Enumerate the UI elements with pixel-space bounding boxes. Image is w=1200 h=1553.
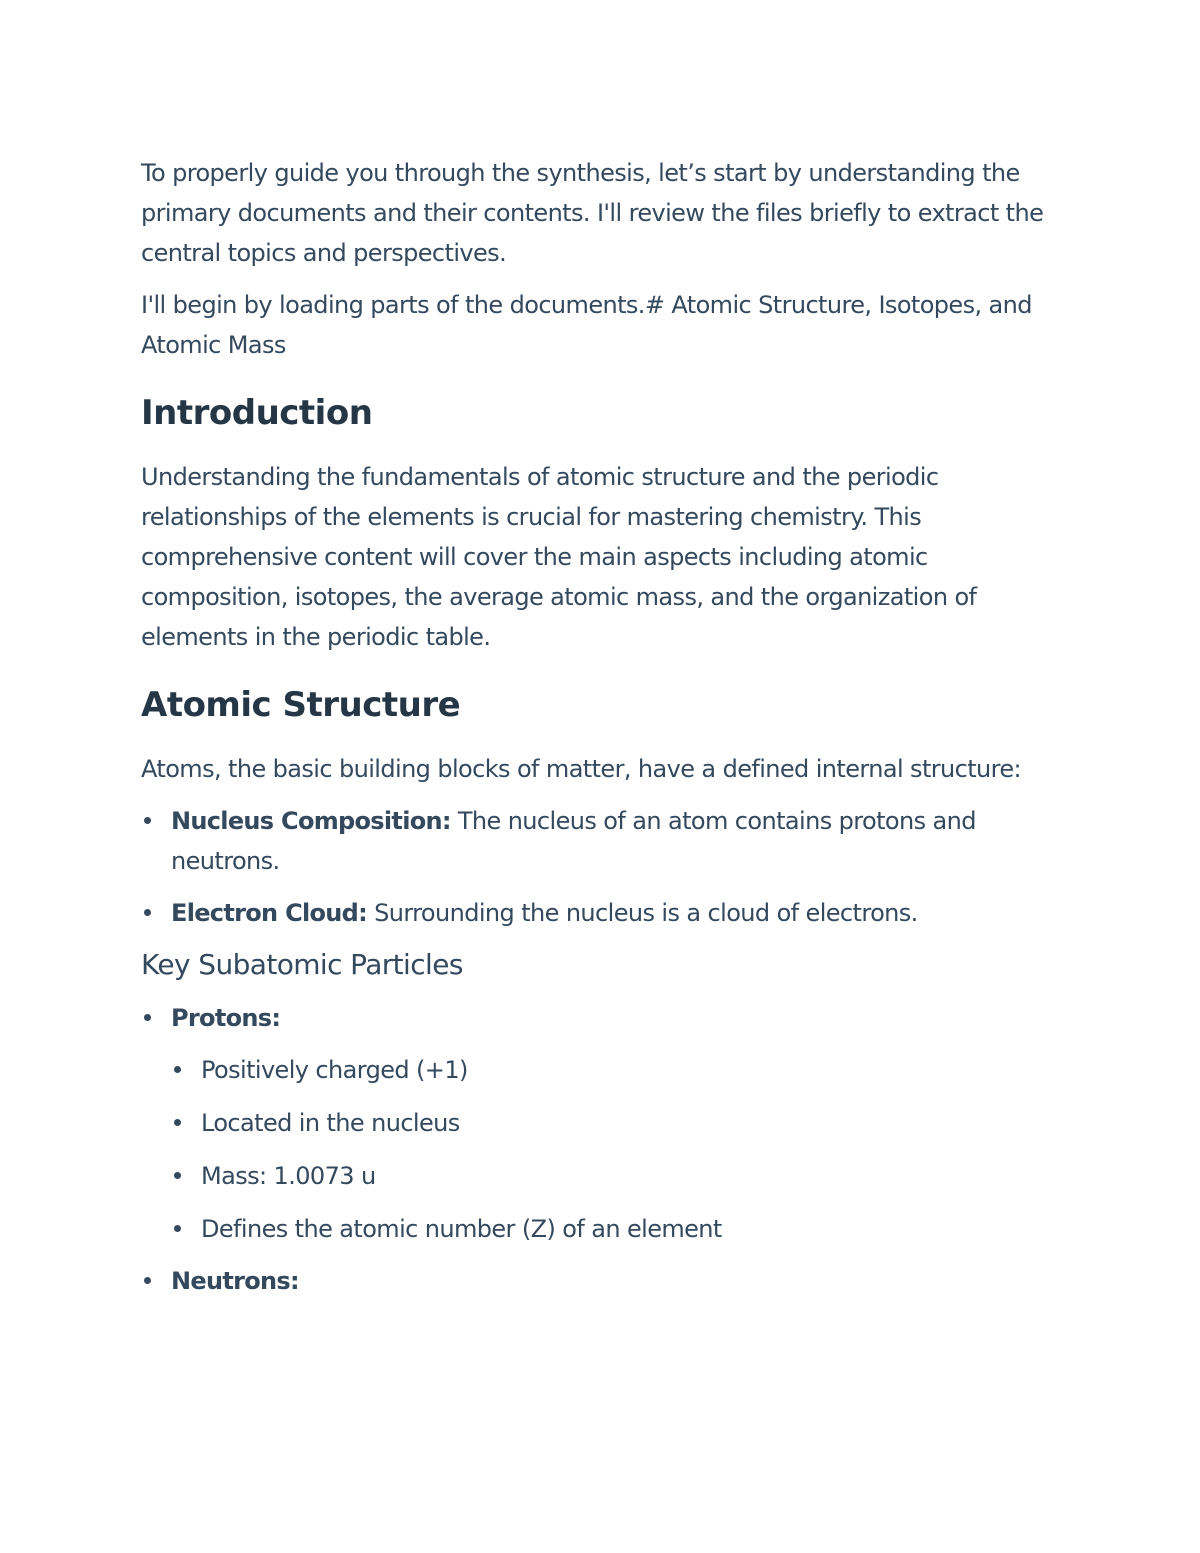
list-item-protons (141, 998, 1046, 1249)
subatomic-particles-list (141, 998, 1046, 1301)
intro-paragraph-2: I'll begin by loading parts of the documents.# Atomic Structure, Isotopes, and Atomic Mass (141, 291, 1032, 359)
introduction-heading: Introduction (141, 393, 373, 433)
atomic-structure-list (141, 801, 1046, 933)
list-item-label: Protons: (171, 1004, 281, 1032)
list-item-label: Neutrons: (171, 1267, 299, 1295)
list-item-electron-cloud (141, 893, 1046, 933)
list-item-text: Surrounding the nucleus is a cloud of electrons. (367, 899, 918, 927)
atomic-structure-paragraph: Atoms, the basic building blocks of matter, have a defined internal structure: (141, 755, 1022, 783)
introduction-paragraph: Understanding the fundamentals of atomic structure and the periodic relationships of the elements is crucial for mastering chemistry. This comprehensive content will cover the main aspects including atomic composition, isotopes, the average atomic mass, and the organization of elements in the periodic table. (141, 463, 977, 651)
list-item-text: The nucleus of an atom contains protons and neutrons. (171, 807, 976, 875)
atomic-structure-heading: Atomic Structure (141, 685, 461, 725)
list-item-neutrons (141, 1261, 1046, 1301)
sublist-item: Defines the atomic number (Z) of an element (171, 1209, 1046, 1249)
sublist-item: Positively charged (+1) (171, 1050, 1046, 1090)
protons-sublist (171, 1050, 1046, 1249)
list-item-nucleus-composition (141, 801, 1046, 881)
key-subatomic-heading: Key Subatomic Particles (141, 948, 463, 981)
list-item-label: Electron Cloud: (171, 899, 368, 927)
list-item-label: Nucleus Composition: (171, 807, 451, 835)
sublist-item: Mass: 1.0073 u (171, 1156, 1046, 1196)
sublist-item: Located in the nucleus (171, 1103, 1046, 1143)
intro-paragraph-1: To properly guide you through the synthesis, let’s start by understanding the primary documents and their contents. I'll review the files briefly to extract the central topics and perspectives. (141, 159, 1044, 267)
document-page (141, 153, 1046, 1313)
